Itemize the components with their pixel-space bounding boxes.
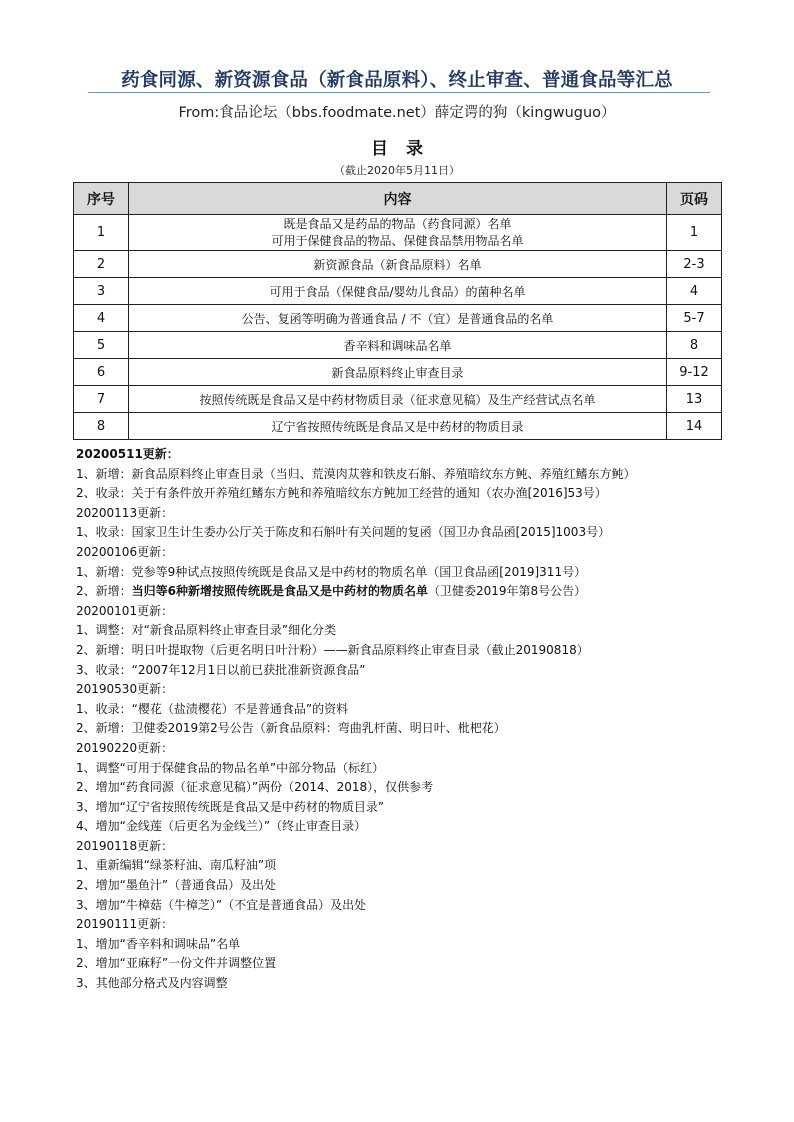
update-item: 2、增加“药食同源（征求意见稿）”两份（2014、2018），仅供参考 bbox=[76, 780, 434, 795]
toc-row-content: 香辛料和调味品名单 bbox=[129, 332, 667, 359]
toc-row-page: 4 bbox=[667, 278, 722, 305]
toc-row bbox=[74, 359, 722, 386]
update-item: 2、新增：明日叶提取物（后更名明日叶汁粉）——新食品原料终止审查目录（截止20190818） bbox=[76, 642, 589, 657]
update-item-highlight: 当归等6种新增按照传统既是食品又是中药材的物质名单 bbox=[131, 584, 428, 599]
toc-row-page: 1 bbox=[667, 215, 722, 251]
toc-row bbox=[74, 413, 722, 440]
update-item-rich bbox=[76, 582, 736, 602]
document-title: 药食同源、新资源食品（新食品原料）、终止审查、普通食品等汇总 bbox=[121, 70, 673, 91]
toc-row-page: 13 bbox=[667, 386, 722, 413]
update-item: 2、新增：卫健委2019第2号公告（新食品原料：弯曲乳杆菌、明日叶、枇杷花） bbox=[76, 721, 506, 736]
update-item-prefix: 2、新增： bbox=[76, 584, 132, 599]
toc-row bbox=[74, 215, 722, 251]
update-item: 1、新增：新食品原料终止审查目录（当归、荒漠肉苁蓉和铁皮石斛、养殖暗纹东方鲀、养殖红鳍东方鲀） bbox=[76, 466, 636, 481]
update-heading: 20190220更新： bbox=[76, 740, 174, 755]
update-item: 1、调整“可用于保健食品的物品名单”中部分物品（标红） bbox=[76, 760, 385, 775]
toc-row-number: 3 bbox=[74, 278, 129, 305]
update-item: 1、收录：国家卫生计生委办公厅关于陈皮和石斛叶有关问题的复函（国卫办食品函[2015]1003号） bbox=[76, 525, 611, 540]
toc-row bbox=[74, 251, 722, 278]
toc-row-content: 辽宁省按照传统既是食品又是中药材的物质目录 bbox=[129, 413, 667, 440]
toc-row-content-line: 既是食品又是药品的物品（药食同源）名单 bbox=[283, 216, 512, 231]
toc-row-number: 6 bbox=[74, 359, 129, 386]
toc-header-content: 内容 bbox=[129, 183, 667, 215]
update-item: 1、新增：党参等9种试点按照传统既是食品又是中药材的物质名单（国卫食品函[2019]311号） bbox=[76, 564, 587, 579]
update-heading: 20190111更新： bbox=[76, 917, 174, 932]
update-item: 1、调整：对“新食品原料终止审查目录”细化分类 bbox=[76, 623, 337, 638]
update-item: 1、重新编辑“绿茶籽油、南瓜籽油”项 bbox=[76, 858, 277, 873]
toc-row bbox=[74, 305, 722, 332]
toc-row bbox=[74, 386, 722, 413]
toc-row-content: 公告、复函等明确为普通食品 / 不（宜）是普通食品的名单 bbox=[129, 305, 667, 332]
update-log bbox=[76, 445, 736, 994]
as-of-date: （截止2020年5月11日） bbox=[334, 164, 460, 177]
update-item: 3、收录：“2007年12月1日以前已获批准新资源食品” bbox=[76, 662, 366, 677]
update-item: 3、其他部分格式及内容调整 bbox=[76, 976, 228, 991]
toc-header-number: 序号 bbox=[74, 183, 129, 215]
update-heading: 20190118更新： bbox=[76, 838, 174, 853]
toc-row-number: 8 bbox=[74, 413, 129, 440]
update-heading: 20200113更新： bbox=[76, 505, 174, 520]
toc-heading: 目录 bbox=[371, 139, 441, 159]
toc-row-content: 新资源食品（新食品原料）名单 bbox=[129, 251, 667, 278]
toc-row-page: 8 bbox=[667, 332, 722, 359]
update-heading: 20200106更新： bbox=[76, 544, 174, 559]
toc-row bbox=[74, 278, 722, 305]
update-item: 2、增加“亚麻籽”一份文件并调整位置 bbox=[76, 956, 277, 971]
toc-row-content: 新食品原料终止审查目录 bbox=[129, 359, 667, 386]
toc-table bbox=[73, 182, 722, 440]
update-item: 2、收录：关于有条件放开养殖红鳍东方鲀和养殖暗纹东方鲀加工经营的通知（农办渔[2016]53号） bbox=[76, 486, 607, 501]
update-item: 1、增加“香辛料和调味品”名单 bbox=[76, 936, 241, 951]
title-underline bbox=[88, 92, 710, 93]
toc-row-page: 5-7 bbox=[667, 305, 722, 332]
toc-header-page: 页码 bbox=[667, 183, 722, 215]
update-item-suffix: （卫健委2019年第8号公告） bbox=[428, 584, 587, 599]
toc-row-content: 按照传统既是食品又是中药材物质目录（征求意见稿）及生产经营试点名单 bbox=[129, 386, 667, 413]
toc-row-page: 9-12 bbox=[667, 359, 722, 386]
update-heading: 20200101更新： bbox=[76, 603, 174, 618]
update-item: 4、增加“金线莲（后更名为金线兰）”（终止审查目录） bbox=[76, 819, 367, 834]
toc-row-number: 1 bbox=[74, 215, 129, 251]
toc-row bbox=[74, 332, 722, 359]
toc-row-number: 5 bbox=[74, 332, 129, 359]
update-item: 3、增加“牛樟菇（牛樟芝）”（不宜是普通食品）及出处 bbox=[76, 897, 367, 912]
source-credit: From:食品论坛（bbs.foodmate.net）薛定谔的狗（kingwuguo） bbox=[178, 105, 616, 121]
update-heading: 20200511更新： bbox=[76, 447, 179, 461]
toc-row-number: 7 bbox=[74, 386, 129, 413]
update-item: 1、收录：“樱花（盐渍樱花）不是普通食品”的资料 bbox=[76, 701, 349, 716]
update-item: 2、增加“墨鱼汁”（普通食品）及出处 bbox=[76, 878, 277, 893]
toc-row-number: 4 bbox=[74, 305, 129, 332]
toc-row-content bbox=[129, 215, 667, 251]
toc-row-page: 14 bbox=[667, 413, 722, 440]
toc-row-content-line: 可用于保健食品的物品、保健食品禁用物品名单 bbox=[271, 233, 524, 248]
toc-header-row bbox=[74, 183, 722, 215]
toc-row-page: 2-3 bbox=[667, 251, 722, 278]
toc-row-content: 可用于食品（保健食品/婴幼儿食品）的菌种名单 bbox=[129, 278, 667, 305]
update-item: 3、增加“辽宁省按照传统既是食品又是中药材的物质目录” bbox=[76, 799, 385, 814]
update-heading: 20190530更新： bbox=[76, 682, 174, 697]
toc-row-number: 2 bbox=[74, 251, 129, 278]
